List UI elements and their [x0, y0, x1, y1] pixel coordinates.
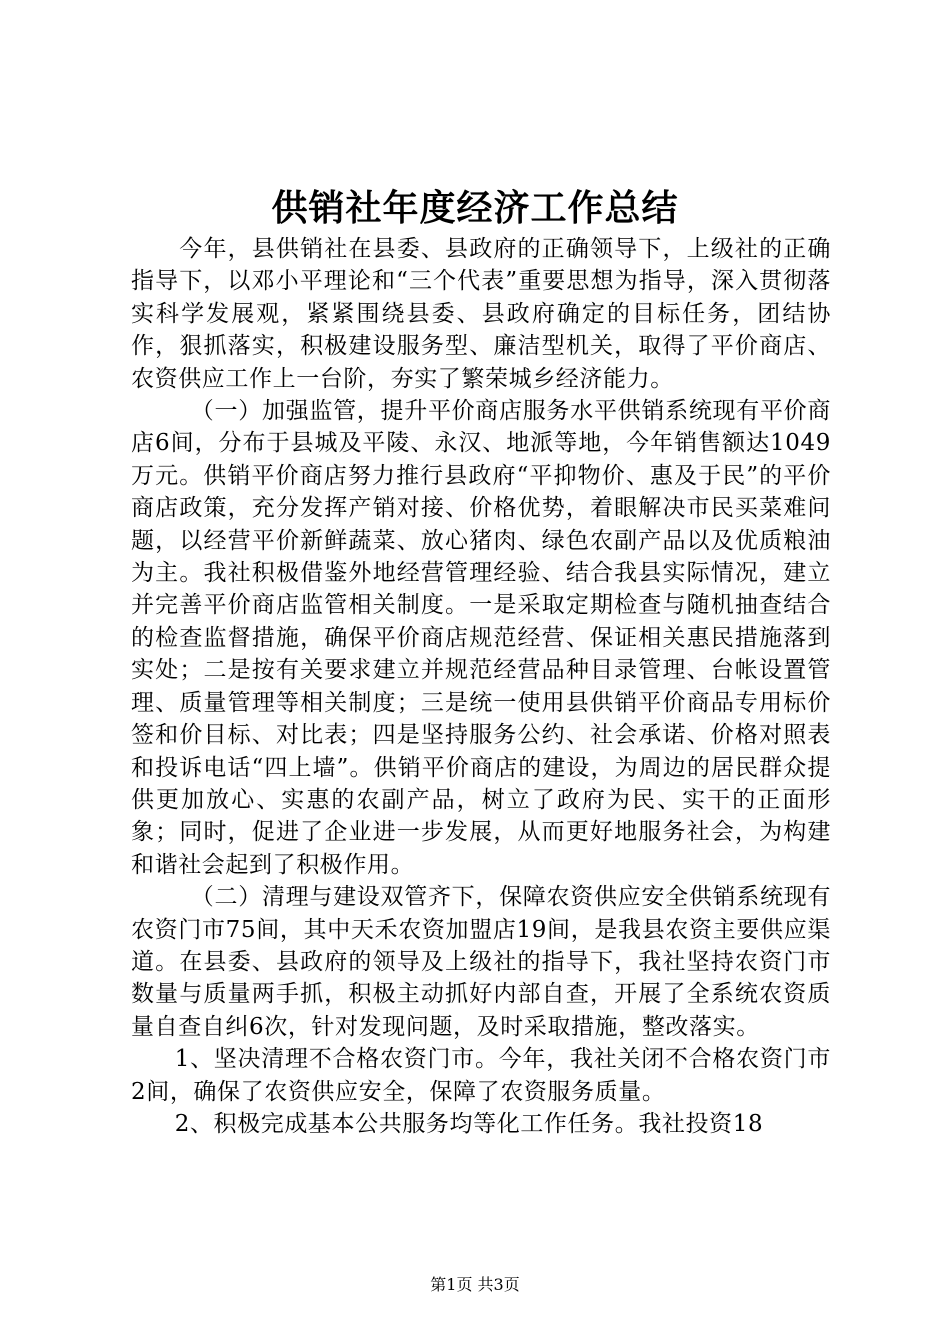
- intro-paragraph: 今年，县供销社在县委、县政府的正确领导下，上级社的正确指导下，以邓小平理论和“三个代表”重要思想为指导，深入贯彻落实科学发展观，紧紧围绕县委、县政府确定的目标任务，团结协作，狠抓落实，积极建设服务型、廉洁型机关，取得了平价商店、农资供应工作上一台阶，夯实了繁荣城乡经济能力。: [131, 236, 831, 392]
- item-one-paragraph: 1、坚决清理不合格农资门市。今年，我社关闭不合格农资门市2间，确保了农资供应安全，保障了农资服务质量。: [131, 1046, 831, 1105]
- item-two-paragraph: 2、积极完成基本公共服务均等化工作任务。我社投资18: [174, 1110, 764, 1137]
- section-two-paragraph: （二）清理与建设双管齐下，保障农资供应安全供销系统现有农资门市75间，其中天禾农资加盟店19间，是我县农资主要供应渠道。在县委、县政府的领导及上级社的指导下，我社坚持农资门市数量与质量两手抓，积极主动抓好内部自查，开展了全系统农资质量自查自纠6次，针对发现问题，及时采取措施，整改落实。: [131, 884, 831, 1040]
- document-body: [131, 233, 831, 1140]
- section-one-paragraph: （一）加强监管，提升平价商店服务水平供销系统现有平价商店6间，分布于县城及平陵、永汉、地派等地，今年销售额达1049万元。供销平价商店努力推行县政府“平抑物价、惠及于民”的平价商店政策，充分发挥产销对接、价格优势，着眼解决市民买菜难问题，以经营平价新鲜蔬菜、放心猪肉、绿色农副产品以及优质粮油为主。我社积极借鉴外地经营管理经验、结合我县实际情况，建立并完善平价商店监管相关制度。一是采取定期检查与随机抽查结合的检查监督措施，确保平价商店规范经营、保证相关惠民措施落到实处；二是按有关要求建立并规范经营品种目录管理、台帐设置管理、质量管理等相关制度；三是统一使用县供销平价商品专用标价签和价目标、对比表；四是坚持服务公约、社会承诺、价格对照表和投诉电话“四上墙”。供销平价商店的建设，为周边的居民群众提供更加放心、实惠的农副产品，树立了政府为民、实干的正面形象；同时，促进了企业进一步发展，从而更好地服务社会，为构建和谐社会起到了积极作用。: [131, 398, 831, 878]
- page-footer: 第1页 共3页: [430, 1275, 520, 1294]
- document-title: 供销社年度经济工作总结: [271, 187, 679, 229]
